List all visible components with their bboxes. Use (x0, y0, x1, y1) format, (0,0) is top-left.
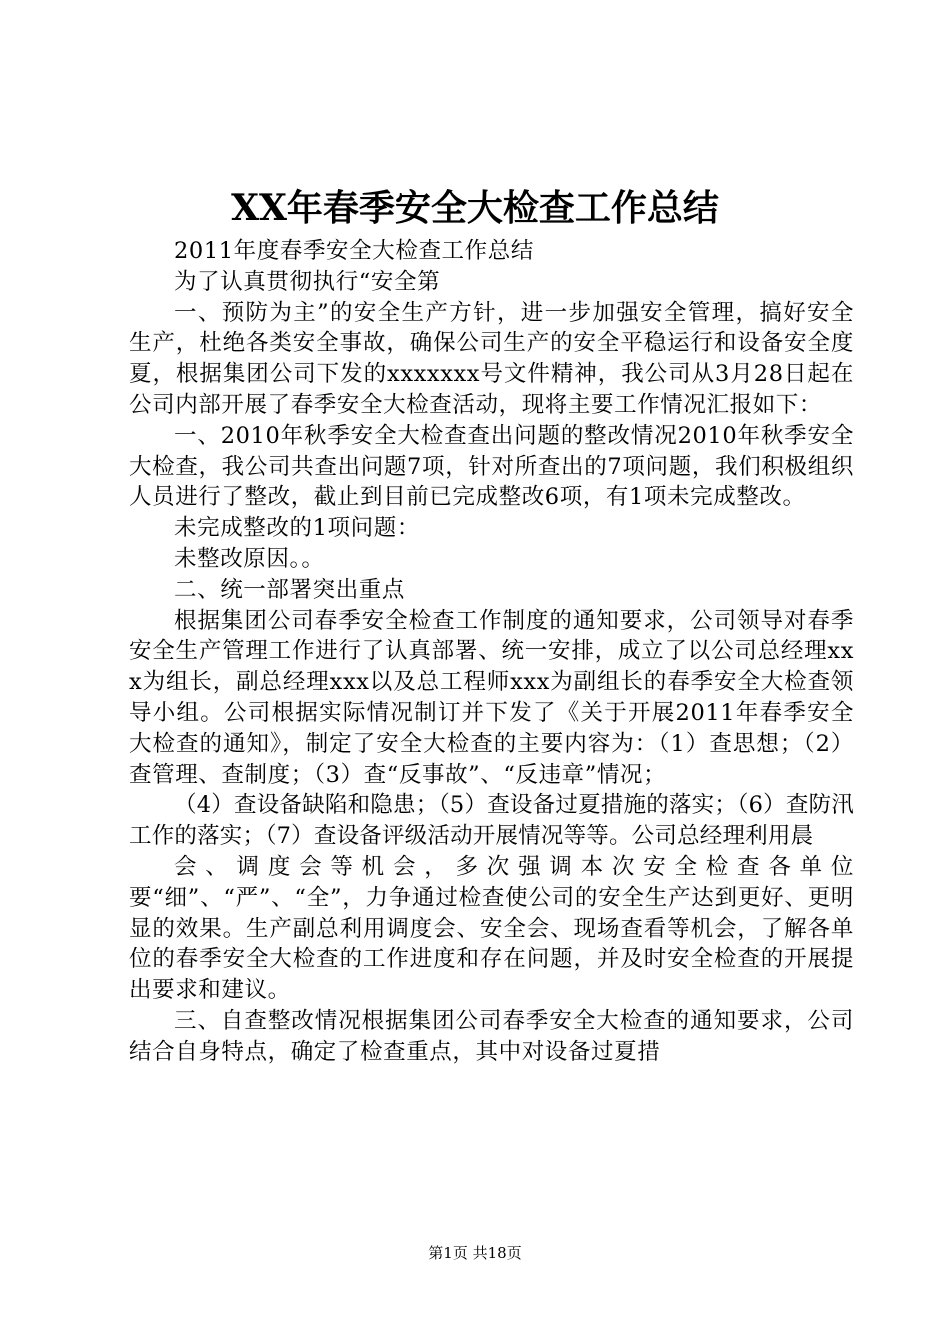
paragraph-section-two-body: 根据集团公司春季安全检查工作制度的通知要求，公司领导对春季安全生产管理工作进行了认真部署、统一安排，成立了以公司总经理xxx为组长，副总经理xxx以及总工程师xxx为副组长的春季安全大检查领导小组。公司根据实际情况制订并下发了《关于开展2011年春季安全大检查的通知》，制定了安全大检查的主要内容为：（1）查思想；（2）查管理、查制度；（3）查“反事故”、“反违章”情况； (129, 607, 854, 788)
paragraph-section-three: 三、自查整改情况根据集团公司春季安全大检查的通知要求，公司结合自身特点，确定了检查重点，其中对设备过夏措 (129, 1007, 854, 1065)
paragraph-section-one: 一、2010年秋季安全大检查查出问题的整改情况2010年秋季安全大检查，我公司共查出问题7项，针对所查出的7项问题，我们积极组织人员进行了整改，截止到目前已完成整改6项，有1项未完成整改。 (129, 422, 854, 511)
paragraph-checklist: （4）查设备缺陷和隐患；（5）查设备过夏措施的落实；（6）查防汛工作的落实；（7）查设备评级活动开展情况等等。公司总经理利用晨 (129, 792, 854, 850)
paragraph-subtitle: 2011年度春季安全大检查工作总结 (174, 238, 534, 264)
document-title: XX年春季安全大检查工作总结 (231, 187, 719, 229)
paragraph-intro: 一、预防为主”的安全生产方针，进一步加强安全管理，搞好安全生产，杜绝各类安全事故，确保公司生产的安全平稳运行和设备安全度夏，根据集团公司下发的xxxxxxx号文件精神，我公司从3月28日起在公司内部开展了春季安全大检查活动，现将主要工作情况汇报如下： (129, 299, 854, 418)
page-footer: 第1页 共18页 (428, 1244, 522, 1262)
paragraph-section-two-heading: 二、统一部署突出重点 (174, 576, 406, 603)
paragraph-meetings: 会、调度会等机会，多次强调本次安全检查各单位要“细”、“严”、“全”，力争通过检查使公司的安全生产达到更好、更明显的效果。生产副总利用调度会、安全会、现场查看等机会，了解各单位的春季安全大检查的工作进度和存在问题，并及时安全检查的开展提出要求和建议。 (129, 853, 854, 1004)
paragraph-unresolved-reason: 未整改原因。。 (174, 545, 325, 572)
paragraph-unresolved-issue: 未完成整改的1项问题： (174, 515, 420, 542)
paragraph-intro-start: 为了认真贯彻执行“安全第 (174, 268, 441, 295)
document-body (129, 236, 854, 1068)
